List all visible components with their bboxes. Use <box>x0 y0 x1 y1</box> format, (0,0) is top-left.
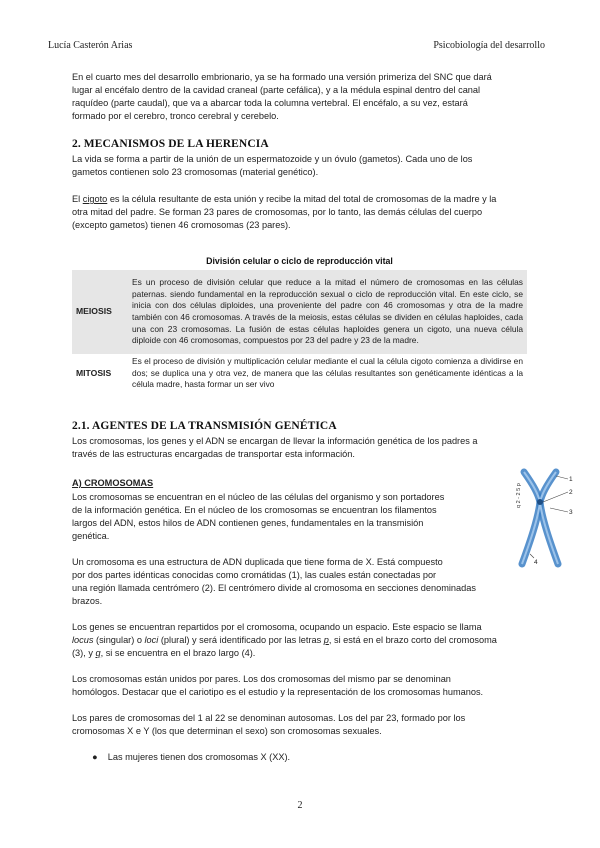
mitosis-label: MITOSIS <box>72 354 128 393</box>
marker-1: 1 <box>569 476 573 483</box>
table-title: División celular o ciclo de reproducción vital <box>206 256 393 266</box>
cromosomas-p2-line3: una región llamada centrómero (2). El centrómero divide al cromosoma en secciones denominadas <box>72 583 476 593</box>
text-after-cigoto: es la célula resultante de esta unión y recibe la mitad del total de cromosomas de la madre y la <box>107 194 497 204</box>
cromosomas-p2-line4: brazos. <box>72 596 103 606</box>
header-author: Lucía Casterón Arias <box>48 40 133 51</box>
subheading-cromosomas: A) CROMOSOMAS <box>72 478 154 488</box>
marker-3: 3 <box>569 509 573 516</box>
cromosomas-p5-line2: cromosomas X e Y (los que determinan el sexo) son cromosomas sexuales. <box>72 726 382 736</box>
q-letter: q <box>95 648 101 658</box>
p3-text-e: , si se encuentra en el brazo largo (4). <box>100 648 256 658</box>
p3-text-c: , si está en el brazo corto del cromosoma <box>328 635 497 645</box>
cromosomas-p1-line1: Los cromosomas se encuentran en el núcleo de las células del organismo y son portadores <box>72 492 445 502</box>
cromosomas-p1-line2: de la información genética. En el núcleo de los cromosomas se encuentran los filamentos <box>72 505 437 515</box>
cromosomas-p1-line4: genética. <box>72 531 110 541</box>
meiosis-description: Es un proceso de división celular que reduce a la mitad el número de cromosomas en las células paternas. siendo fundamental en la reproducción sexual o ciclo de reproducción vital. En este ciclo, se inicia con dos células diploides, una proveniente del padre con 46 cromosomas y otra de la madre también con 46 cromosomas. A través de la meiosis, estas células se dividen en células haploides, cada una con 23 cromosomas. La fusión de estas células haploides genera un cigoto, una nueva célula diploide con 46 cromosomas, compuestos por 23 del padre y 23 de la madre. <box>132 277 523 346</box>
chromosome-figure <box>500 464 590 574</box>
locus-term: locus <box>72 635 94 645</box>
intro-line-3: raquídeo (parte caudal), que va a abarcar toda la columna vertebral. El encéfalo, a su vez, estará <box>72 98 468 108</box>
intro-line-4: formado por el cerebro, tronco cerebral y cerebelo. <box>72 111 279 121</box>
header-subject: Psicobiología del desarrollo <box>433 40 545 51</box>
bullet-dot-icon: ● <box>92 752 98 762</box>
p-letter: p <box>323 635 329 645</box>
text-el: El <box>72 194 83 204</box>
loci-term: loci <box>144 635 159 645</box>
table-row-meiosis <box>72 270 527 354</box>
agentes-para-line1: Los cromosomas, los genes y el ADN se encargan de llevar la información genética de los padres a <box>72 436 478 446</box>
figure-side-label: q 2 - 2 5 p <box>516 483 522 508</box>
cromosomas-p4-line1: Los cromosomas están unidos por pares. Los dos cromosomas del mismo par se denominan <box>72 674 451 684</box>
division-table <box>72 270 527 393</box>
cromosomas-p3-line2 <box>72 634 497 647</box>
herencia-para1-line2: gametos contienen solo 23 cromosomas (material genético). <box>72 167 319 177</box>
cigoto-term: cigoto <box>82 194 108 204</box>
table-row-mitosis <box>72 354 527 393</box>
herencia-para2-line1 <box>72 193 496 206</box>
intro-line-1: En el cuarto mes del desarrollo embrionario, ya se ha formado una versión primeriza del SNC que dará <box>72 72 492 82</box>
section-heading-herencia: 2. MECANISMOS DE LA HERENCIA <box>72 138 269 150</box>
marker-2: 2 <box>569 489 573 496</box>
p3-text-d: (3), y <box>72 648 96 658</box>
herencia-para1-line1: La vida se forma a partir de la unión de un espermatozoide y un óvulo (gametos). Cada uno de los <box>72 154 473 164</box>
chromosome-illustration <box>500 464 590 574</box>
cromosomas-p4-line2: homólogos. Destacar que el cariotipo es el estudio y la representación de los cromosomas humanos. <box>72 687 484 697</box>
cromosomas-p3-line3 <box>72 647 255 660</box>
centromere-icon <box>537 499 543 505</box>
p3-text-a: (singular) o <box>93 635 145 645</box>
bullet-item-mujeres <box>92 752 290 762</box>
cromosomas-p2-line1: Un cromosoma es una estructura de ADN duplicada que tiene forma de X. Está compuesto <box>72 557 443 567</box>
cromosomas-p3-line1: Los genes se encuentran repartidos por el cromosoma, ocupando un espacio. Este espacio se llama <box>72 622 482 632</box>
cromosomas-p5-line1: Los pares de cromosomas del 1 al 22 se denominan autosomas. Los del par 23, formado por los <box>72 713 466 723</box>
mitosis-description: Es el proceso de división y multiplicación celular mediante el cual la célula cigoto comienza a dividirse en dos; se duplica una y otra vez, de manera que las células resultantes son genéticamente idénticas a la célula madre, hasta formar un ser vivo <box>128 354 527 393</box>
p3-text-b: (plural) y será identificado por las letras <box>158 635 324 645</box>
page-number: 2 <box>297 800 303 811</box>
bullet-text: Las mujeres tienen dos cromosomas X (XX). <box>107 752 291 762</box>
intro-line-2: lugar al encéfalo dentro de la cavidad craneal (parte cefálica), y a la médula espinal dentro del canal <box>72 85 481 95</box>
meiosis-label: MEIOSIS <box>76 306 112 317</box>
cromosomas-p2-line2: por dos partes idénticas conocidas como cromátidas (1), las cuales están conectadas por <box>72 570 437 580</box>
marker-4: 4 <box>534 559 538 566</box>
agentes-para-line2: través de las estructuras encargadas de transportar esta información. <box>72 449 355 459</box>
cromosomas-p1-line3: largos del ADN, estos hilos de ADN contienen genes, fundamentales en la transmisión <box>72 518 424 528</box>
herencia-para2-line2: otra mitad del padre. Se forman 23 pares de cromosomas, por lo tanto, las demás células del cuerpo <box>72 207 483 217</box>
section-heading-agentes: 2.1. AGENTES DE LA TRANSMISIÓN GENÉTICA <box>72 420 337 432</box>
herencia-para2-line3: (excepto gametos) tienen 46 cromosomas (23 pares). <box>72 220 291 230</box>
